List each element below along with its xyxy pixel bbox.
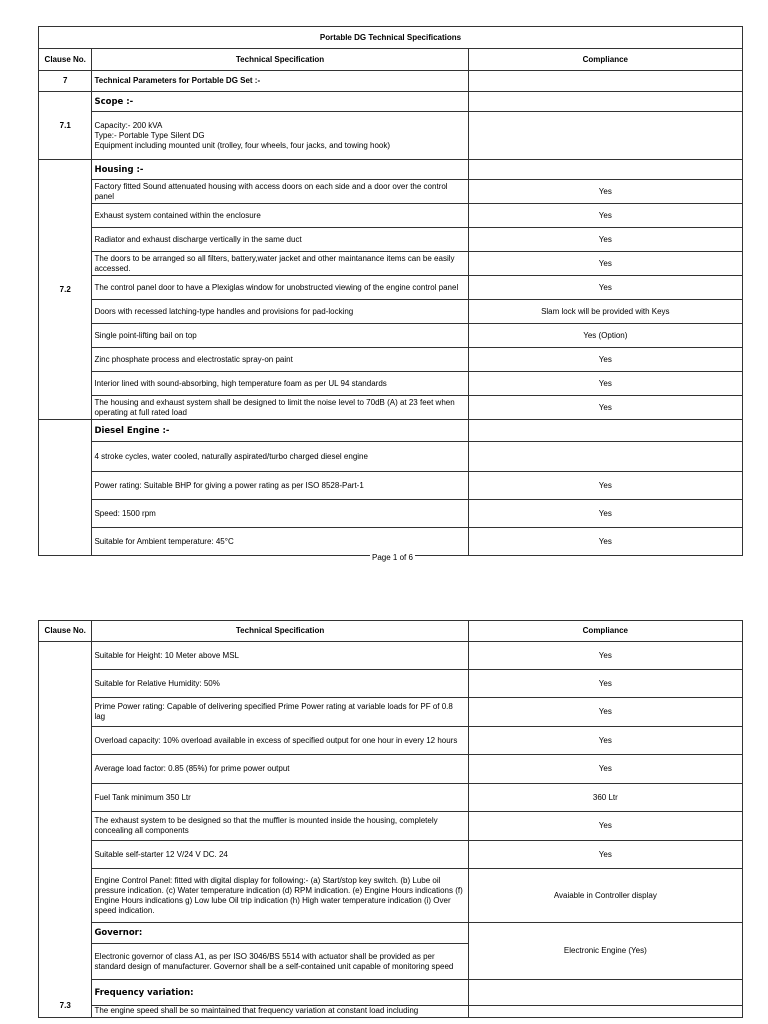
spec-cell: Suitable for Height: 10 Meter above MSL xyxy=(92,642,468,670)
spec-cell: Interior lined with sound-absorbing, high temperature foam as per UL 94 standards xyxy=(92,372,468,396)
spec-cell: Suitable for Ambient temperature: 45°C xyxy=(92,528,468,556)
scope-equipment: Equipment including mounted unit (trolley, four wheels, four jacks, and towing hook) xyxy=(94,140,391,150)
spec-cell: Engine Control Panel: fitted with digital display for following:- (a) Start/stop key switch. (b) Lube oil pressure indication. (c) Water temperature indication (d) RPM indication. (e) Engine Hours indications (f) Engine Hours indications g) Low lube Oil trip indication (h) High water temperature indication (i) Over speed indication. xyxy=(92,869,468,923)
spec-cell: Exhaust system contained within the enclosure xyxy=(92,204,468,228)
frequency-variation-heading: Frequency variation: xyxy=(92,980,468,1006)
compliance-cell xyxy=(468,1006,742,1018)
spec-cell: The exhaust system to be designed so that the muffler is mounted inside the housing, completely concealing all components xyxy=(92,812,468,841)
compliance-cell xyxy=(468,980,742,1006)
spec-cell: Single point-lifting bail on top xyxy=(92,324,468,348)
compliance-cell: Yes xyxy=(468,180,742,204)
spec-cell: Zinc phosphate process and electrostatic spray-on paint xyxy=(92,348,468,372)
clause-7: 7 xyxy=(39,71,92,92)
spec-cell: Suitable self-starter 12 V/24 V DC. 24 xyxy=(92,841,468,869)
section-7-title: Technical Parameters for Portable DG Set :- xyxy=(92,71,468,92)
compliance-cell xyxy=(468,160,742,180)
clause-7-1: 7.1 xyxy=(39,92,92,160)
spec-cell: Prime Power rating: Capable of delivering specified Prime Power rating at variable loads for PF of 0.8 lag xyxy=(92,698,468,727)
compliance-cell: Yes xyxy=(468,698,742,727)
scope-details xyxy=(92,112,468,160)
header-compliance: Compliance xyxy=(468,49,742,71)
header-technical-specification: Technical Specification xyxy=(92,49,468,71)
compliance-cell: Avaiable in Controller display xyxy=(468,869,742,923)
compliance-cell xyxy=(468,92,742,112)
spec-cell: Factory fitted Sound attenuated housing with access doors on each side and a door over the control panel xyxy=(92,180,468,204)
compliance-cell: 360 Ltr xyxy=(468,784,742,812)
compliance-cell: Yes xyxy=(468,841,742,869)
clause-7-2: 7.2 xyxy=(39,160,92,420)
spec-table-page-2 xyxy=(38,620,743,1018)
spec-cell: Overload capacity: 10% overload available in excess of specified output for one hour in every 12 hours xyxy=(92,727,468,755)
spec-cell: The housing and exhaust system shall be designed to limit the noise level to 70dB (A) at 23 feet when operating at full rated load xyxy=(92,396,468,420)
spec-cell: Suitable for Relative Humidity: 50% xyxy=(92,670,468,698)
spec-cell: Average load factor: 0.85 (85%) for prime power output xyxy=(92,755,468,784)
compliance-cell: Yes xyxy=(468,204,742,228)
spec-cell: Radiator and exhaust discharge vertically in the same duct xyxy=(92,228,468,252)
governor-heading: Governor: xyxy=(92,923,468,944)
clause-blank xyxy=(39,420,92,556)
compliance-cell: Yes xyxy=(468,500,742,528)
compliance-cell: Yes xyxy=(468,472,742,500)
spec-cell: Doors with recessed latching-type handles and provisions for pad-locking xyxy=(92,300,468,324)
compliance-cell: Yes xyxy=(468,642,742,670)
compliance-cell: Yes xyxy=(468,348,742,372)
spec-cell: The doors to be arranged so all filters, battery,water jacket and other maintanance items can be easily accessed. xyxy=(92,252,468,276)
spec-cell: Power rating: Suitable BHP for giving a power rating as per ISO 8528-Part-1 xyxy=(92,472,468,500)
page-footer: Page 1 of 6 xyxy=(372,553,413,562)
scope-heading: Scope :- xyxy=(92,92,468,112)
compliance-cell: Yes xyxy=(468,528,742,556)
header-compliance: Compliance xyxy=(468,621,742,642)
compliance-cell: Yes xyxy=(468,396,742,420)
compliance-cell: Yes xyxy=(468,228,742,252)
header-clause-no: Clause No. xyxy=(39,49,92,71)
compliance-cell: Yes xyxy=(468,670,742,698)
compliance-cell: Yes xyxy=(468,372,742,396)
compliance-cell xyxy=(468,420,742,442)
compliance-cell: Electronic Engine (Yes) xyxy=(468,923,742,980)
spec-cell: Speed: 1500 rpm xyxy=(92,500,468,528)
spec-cell: Electronic governor of class A1, as per ISO 3046/BS 5514 with actuator shall be provided as per standard design of manufacturer. Governor shall be a self-contained unit capable of monitoring speed xyxy=(92,944,468,980)
compliance-cell xyxy=(468,71,742,92)
compliance-cell: Yes xyxy=(468,812,742,841)
header-technical-specification: Technical Specification xyxy=(92,621,468,642)
compliance-cell: Yes (Option) xyxy=(468,324,742,348)
spec-cell: The control panel door to have a Plexiglas window for unobstructed viewing of the engine control panel xyxy=(92,276,468,300)
compliance-cell: Yes xyxy=(468,727,742,755)
table-title: Portable DG Technical Specifications xyxy=(39,27,743,49)
scope-capacity: Capacity:- 200 kVA xyxy=(94,120,163,130)
scope-type: Type:- Portable Type Silent DG xyxy=(94,130,205,140)
spec-cell: Fuel Tank minimum 350 Ltr xyxy=(92,784,468,812)
compliance-cell xyxy=(468,112,742,160)
compliance-cell: Yes xyxy=(468,252,742,276)
spec-cell: 4 stroke cycles, water cooled, naturally aspirated/turbo charged diesel engine xyxy=(92,442,468,472)
clause-7-3: 7.3 xyxy=(39,642,92,1018)
compliance-cell: Slam lock will be provided with Keys xyxy=(468,300,742,324)
compliance-cell xyxy=(468,442,742,472)
compliance-cell: Yes xyxy=(468,755,742,784)
diesel-engine-heading: Diesel Engine :- xyxy=(92,420,468,442)
compliance-cell: Yes xyxy=(468,276,742,300)
spec-cell: The engine speed shall be so maintained that frequency variation at constant load including xyxy=(92,1006,468,1018)
spec-table-page-1 xyxy=(38,26,743,556)
housing-heading: Housing :- xyxy=(92,160,468,180)
header-clause-no: Clause No. xyxy=(39,621,92,642)
